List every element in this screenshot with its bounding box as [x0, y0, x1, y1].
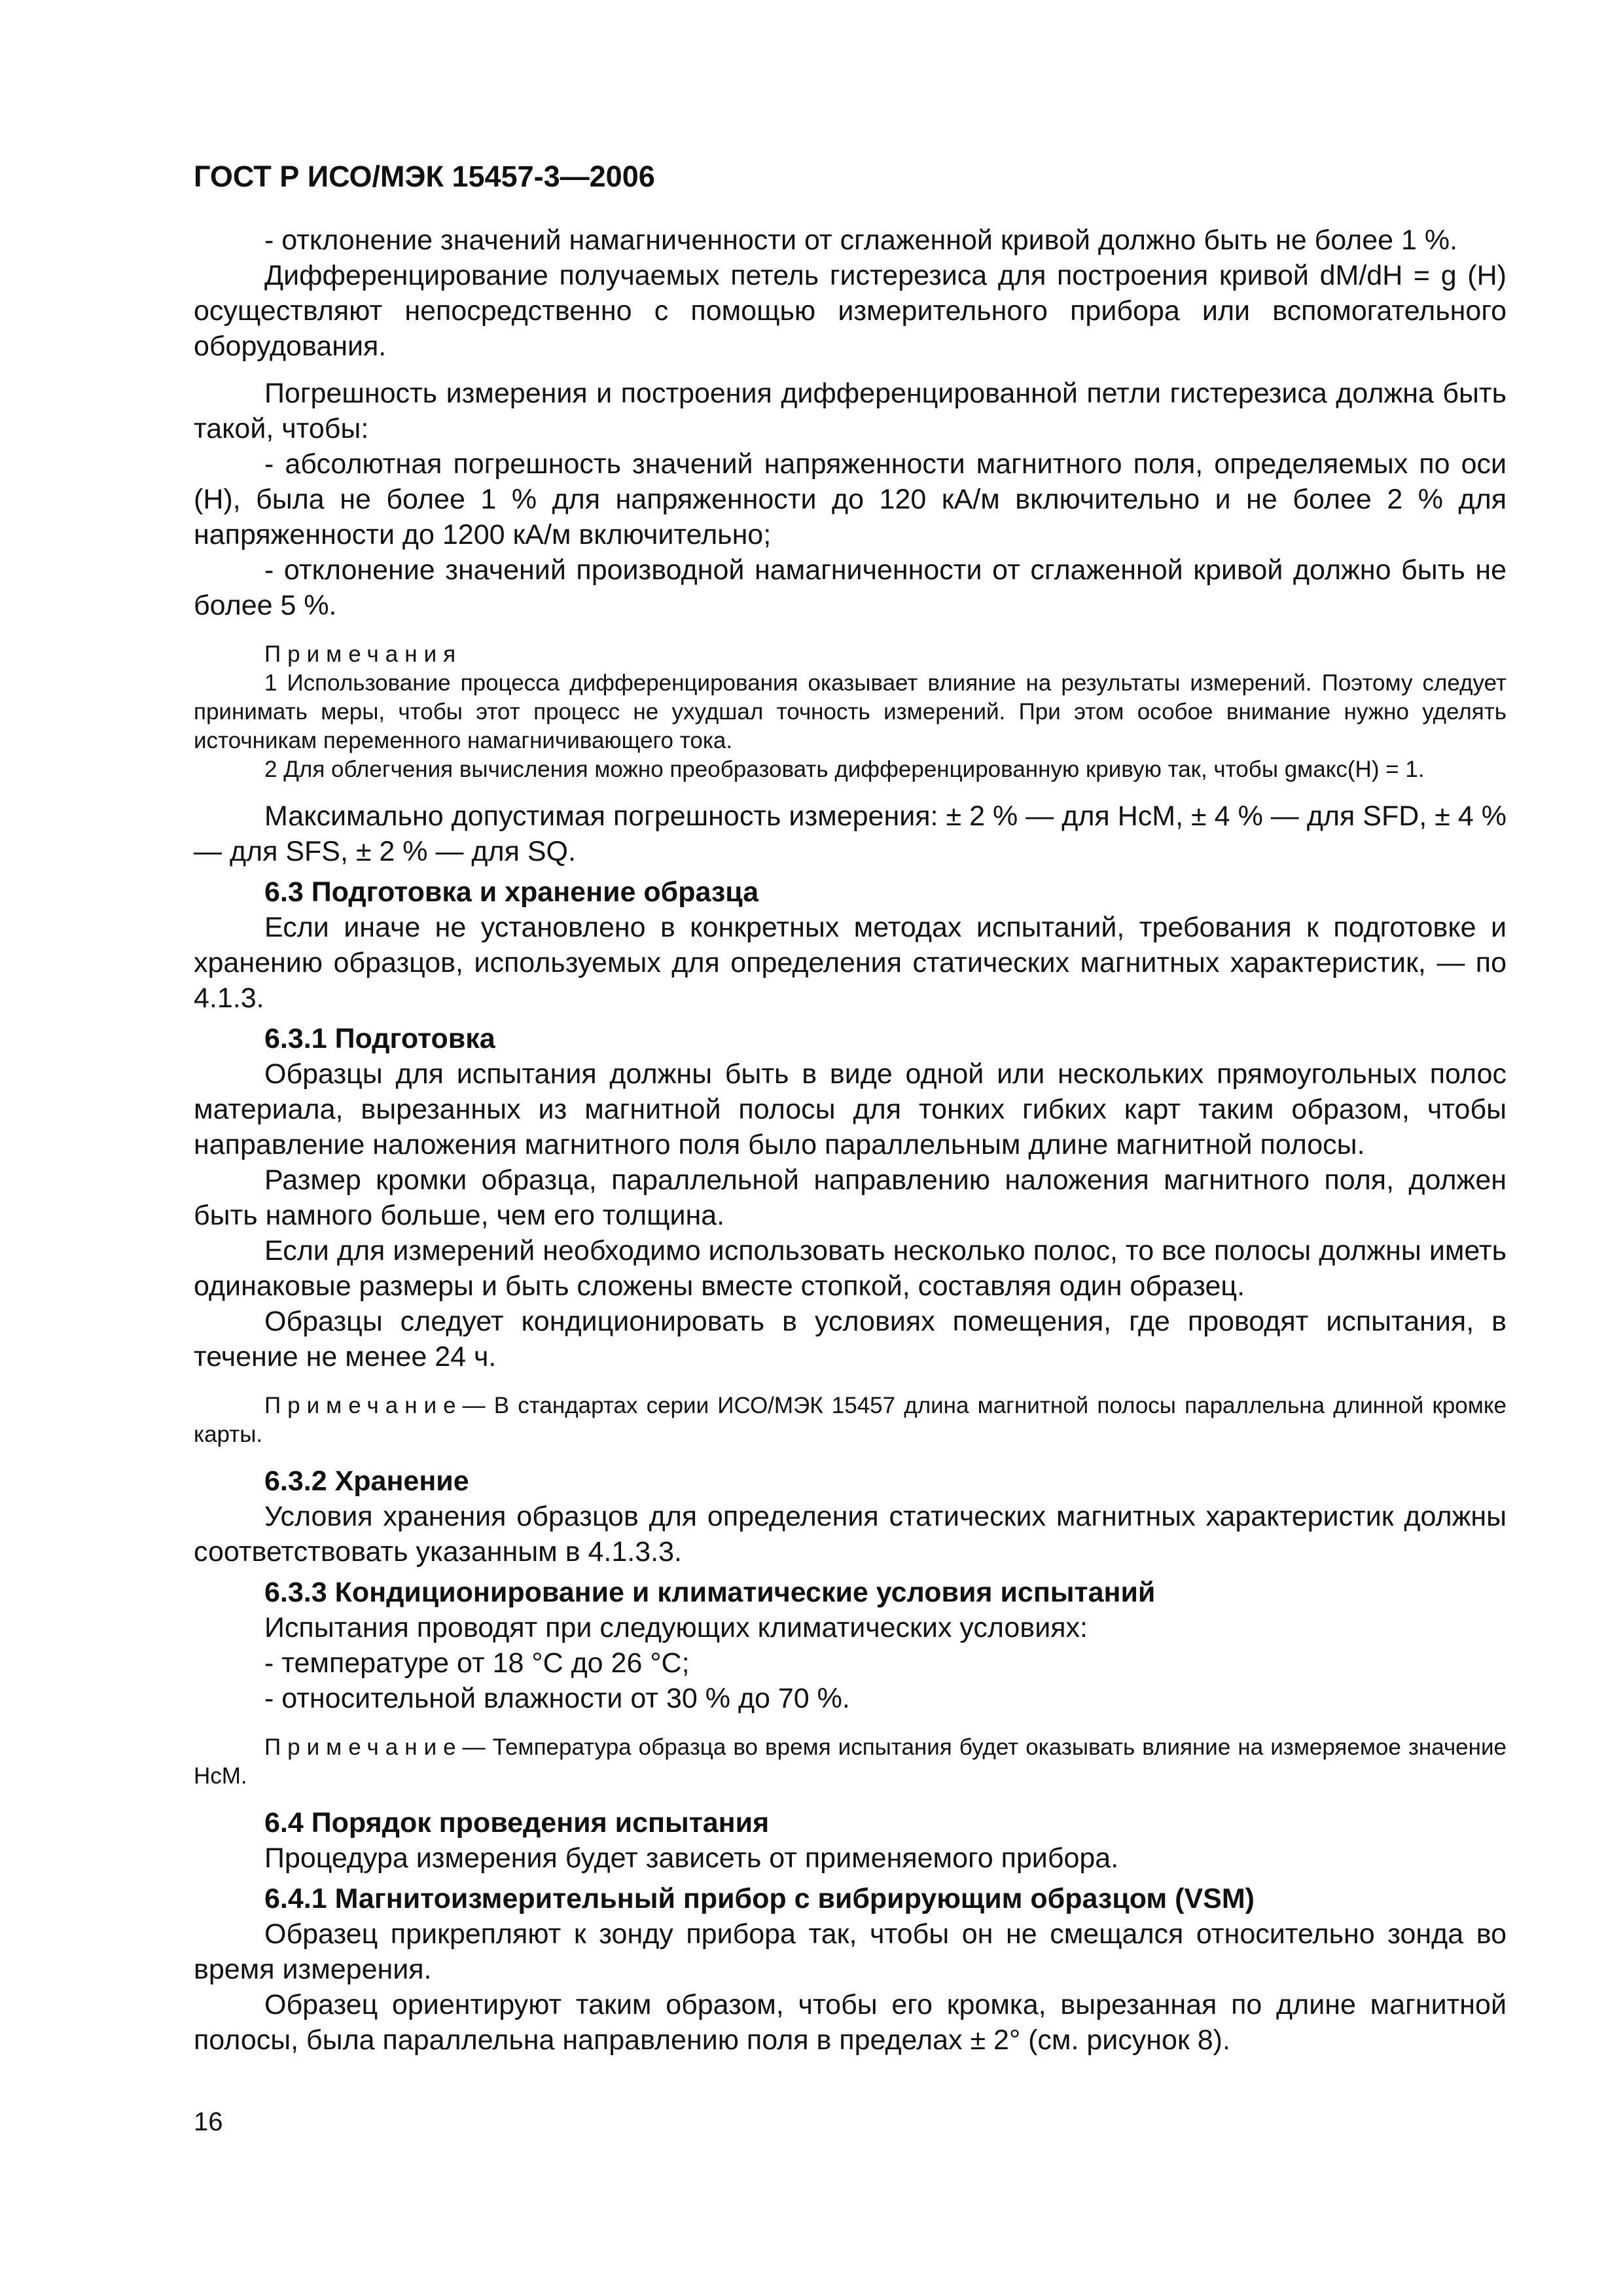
paragraph: - температуре от 18 °С до 26 °С;: [264, 1647, 690, 1679]
section-heading: 6.3.1 Подготовка: [264, 1023, 495, 1054]
paragraph: Образец прикрепляют к зонду прибора так, чтобы он не смещался относительно зонда во время измерения.: [194, 1918, 1507, 1985]
paragraph: Условия хранения образцов для определения статических магнитных характеристик должны соответствовать указанным в 4.1.3.3.: [194, 1501, 1507, 1568]
paragraph: Дифференцирование получаемых петель гистерезиса для построения кривой dM/dH = g (H) осуществляют непосредственно с помощью измерительного прибора или вспомогательного оборудования.: [194, 260, 1507, 362]
note-item: 1 Использование процесса дифференцирования оказывает влияние на результаты измерений. Поэтому следует принимать меры, чтобы этот процесс не ухудшал точность измерений. При этом особое внимание нужно уделять источникам переменного намагничивающего тока.: [194, 670, 1507, 753]
note-item: 2 Для облегчения вычисления можно преобразовать дифференцированную кривую так, чтобы gмакс(H) = 1.: [264, 757, 1425, 782]
paragraph: Погрешность измерения и построения дифференцированной петли гистерезиса должна быть такой, чтобы:: [194, 378, 1507, 444]
notes-block: [194, 640, 1507, 784]
section-heading: 6.3.3 Кондиционирование и климатические условия испытаний: [264, 1577, 1156, 1608]
paragraph: Образцы следует кондиционировать в условиях помещения, где проводят испытания, в течение не менее 24 ч.: [194, 1306, 1507, 1372]
paragraph: Если иначе не установлено в конкретных методах испытаний, требования к подготовке и хранению образцов, используемых для определения статических магнитных характеристик, — по 4.1.3.: [194, 912, 1507, 1014]
document-body: [194, 223, 1507, 2058]
section-heading: 6.3.2 Хранение: [264, 1465, 469, 1497]
note-title: Примечание: [264, 1393, 463, 1418]
paragraph: - абсолютная погрешность значений напряженности магнитного поля, определяемых по оси (H), была не более 1 % для напряженности до 120 кА/м включительно и не более 2 % для напряженности до 1200 кА/м включительно;: [194, 448, 1507, 550]
paragraph: - отклонение значений производной намагниченности от сглаженной кривой должно быть не более 5 %.: [194, 554, 1507, 621]
note-block: [194, 1733, 1507, 1791]
paragraph: Если для измерений необходимо использовать несколько полос, то все полосы должны иметь одинаковые размеры и быть сложены вместе стопкой, составляя один образец.: [194, 1235, 1507, 1302]
paragraph: Процедура измерения будет зависеть от применяемого прибора.: [264, 1842, 1119, 1874]
section-heading: 6.4.1 Магнитоизмерительный прибор с вибрирующим образцом (VSM): [264, 1883, 1255, 1914]
section-heading: 6.3 Подготовка и хранение образца: [264, 876, 759, 908]
paragraph: Максимально допустимая погрешность измерения: ± 2 % — для HсМ, ± 4 % — для SFD, ± 4 % — для SFS, ± 2 % — для SQ.: [194, 800, 1507, 867]
note-title: Примечание: [264, 1734, 463, 1760]
note-item: [194, 1391, 1507, 1449]
notes-title: Примечания: [264, 641, 463, 667]
paragraph: - отклонение значений намагниченности от сглаженной кривой должно быть не более 1 %.: [264, 224, 1458, 256]
note-text: — Температура образца во время испытания будет оказывать влияние на измеряемое значение HсМ.: [194, 1734, 1507, 1789]
note-block: [194, 1391, 1507, 1449]
paragraph: Образцы для испытания должны быть в виде одной или нескольких прямоугольных полос материала, вырезанных из магнитной полосы для тонких гибких карт таким образом, чтобы направление наложения магнитного поля было параллельным длине магнитной полосы.: [194, 1058, 1507, 1160]
paragraph: Образец ориентируют таким образом, чтобы его кромка, вырезанная по длине магнитной полосы, была параллельна направлению поля в пределах ± 2° (см. рисунок 8).: [194, 1989, 1507, 2056]
section-heading: 6.4 Порядок проведения испытания: [264, 1807, 770, 1839]
paragraph: - относительной влажности от 30 % до 70 %.: [264, 1683, 850, 1714]
document-header: ГОСТ Р ИСО/МЭК 15457-3—2006: [194, 160, 655, 193]
paragraph: Размер кромки образца, параллельной направлению наложения магнитного поля, должен быть намного больше, чем его толщина.: [194, 1164, 1507, 1231]
paragraph: Испытания проводят при следующих климатических условиях:: [264, 1612, 1088, 1643]
note-item: [194, 1733, 1507, 1791]
page-number: 16: [194, 2108, 223, 2136]
note-text: — В стандартах серии ИСО/МЭК 15457 длина магнитной полосы параллельна длинной кромке карты.: [194, 1393, 1507, 1447]
